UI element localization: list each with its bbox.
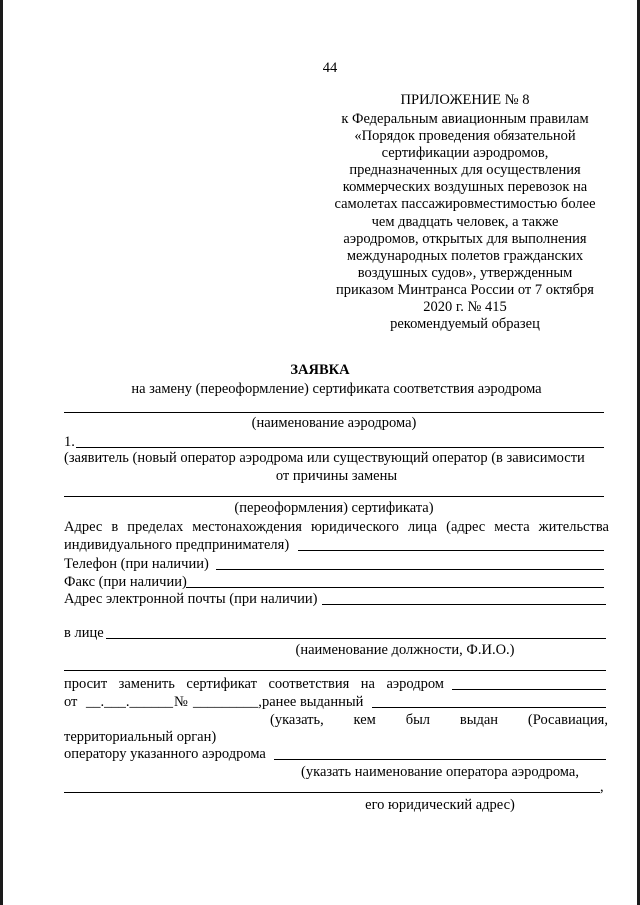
issued-field[interactable] xyxy=(372,707,606,708)
person-field-cont[interactable] xyxy=(64,670,606,671)
sample-note: рекомендуемый образец xyxy=(390,316,540,332)
applicant-caption-cont: от причины замены xyxy=(275,468,398,484)
date-field[interactable]: __.___.______ xyxy=(86,694,173,710)
applicant-field[interactable] xyxy=(76,447,604,448)
appendix-line: предназначенных для осуществления xyxy=(349,162,581,178)
phone-field[interactable] xyxy=(216,569,604,570)
aerodrome-field[interactable] xyxy=(452,689,606,690)
person-field[interactable] xyxy=(106,638,606,639)
address-word: (адрес xyxy=(446,519,486,535)
fax-label: Факс (при наличии) xyxy=(64,574,187,590)
issuer-caption-word: (Росавиация, xyxy=(527,712,608,728)
fax-field[interactable] xyxy=(186,587,604,588)
issued-label: ранее выданный xyxy=(262,694,364,710)
issuer-caption-word: выдан xyxy=(459,712,499,728)
request-row xyxy=(64,676,444,693)
appendix-line: коммерческих воздушных перевозок на xyxy=(342,179,588,195)
item-number: 1. xyxy=(64,434,75,450)
address-label-cont: индивидуального предпринимателя) xyxy=(64,537,290,553)
appendix-line: сертификации аэродромов, xyxy=(381,145,549,161)
appendix-line: приказом Минтранса России от 7 октября xyxy=(336,282,594,298)
address-word: юридического xyxy=(310,519,399,535)
reissue-caption: (переоформления) сертификата) xyxy=(234,500,434,516)
issuer-caption-word: (указать, xyxy=(270,712,324,728)
operator-field[interactable] xyxy=(274,759,606,760)
address-word: лица xyxy=(407,519,438,535)
appendix-line: аэродромов, открытых для выполнения xyxy=(343,231,587,247)
operator-field-cont[interactable] xyxy=(64,792,600,793)
appendix-line: международных полетов гражданских xyxy=(346,248,584,264)
issuer-caption-row xyxy=(270,712,608,729)
address-field[interactable] xyxy=(298,550,604,551)
request-word: аэродром xyxy=(386,676,444,692)
address-word: Адрес xyxy=(64,519,103,535)
number-sign: № xyxy=(174,694,188,710)
request-word: сертификат xyxy=(186,676,257,692)
person-caption: (наименование должности, Ф.И.О.) xyxy=(295,642,515,658)
reissue-field[interactable] xyxy=(64,496,604,497)
address-label-row xyxy=(64,519,609,536)
email-label: Адрес электронной почты (при наличии) xyxy=(64,591,318,607)
operator-label: оператору указанного аэродрома xyxy=(64,746,266,762)
address-word: в xyxy=(111,519,119,535)
trailing-comma: , xyxy=(600,779,604,795)
address-word: места xyxy=(494,519,530,535)
appendix-line: чем двадцать человек, а также xyxy=(371,214,559,230)
page-number: 44 xyxy=(322,60,338,76)
territorial-body: территориальный орган) xyxy=(64,729,217,745)
request-word: на xyxy=(360,676,375,692)
address-word: местонахождения xyxy=(192,519,302,535)
address-word: пределах xyxy=(127,519,184,535)
appendix-line: самолетах пассажировместимостью более xyxy=(334,196,596,212)
appendix-line: к Федеральным авиационным правилам xyxy=(341,111,589,127)
scan-edge-left xyxy=(0,0,3,905)
operator-caption: (указать наименование оператора аэродрома, xyxy=(301,764,579,780)
issuer-caption-word: был xyxy=(405,712,431,728)
email-field[interactable] xyxy=(322,604,606,605)
number-field[interactable]: _________, xyxy=(193,694,262,710)
request-word: соответствия xyxy=(268,676,350,692)
request-word: просит xyxy=(64,676,108,692)
aerodrome-name-caption: (наименование аэродрома) xyxy=(251,415,417,431)
appendix-line: 2020 г. № 415 xyxy=(423,299,507,315)
phone-label: Телефон (при наличии) xyxy=(64,556,209,572)
person-label: в лице xyxy=(64,625,104,641)
legal-address-caption: его юридический адрес) xyxy=(365,797,515,813)
appendix-title: ПРИЛОЖЕНИЕ № 8 xyxy=(400,92,530,108)
appendix-line: воздушных судов», утвержденным xyxy=(357,265,573,281)
aerodrome-name-field[interactable] xyxy=(64,412,604,413)
appendix-line: «Порядок проведения обязательной xyxy=(354,128,576,144)
form-heading: ЗАЯВКА xyxy=(290,362,350,378)
from-label: от xyxy=(64,694,78,710)
applicant-caption: (заявитель (новый оператор аэродрома или существующий оператор (в зависимости xyxy=(64,450,585,466)
address-word: жительства xyxy=(538,519,609,535)
request-word: заменить xyxy=(118,676,175,692)
issuer-caption-word: кем xyxy=(353,712,376,728)
form-subheading: на замену (переоформление) сертификата соответствия аэродрома xyxy=(131,381,542,397)
